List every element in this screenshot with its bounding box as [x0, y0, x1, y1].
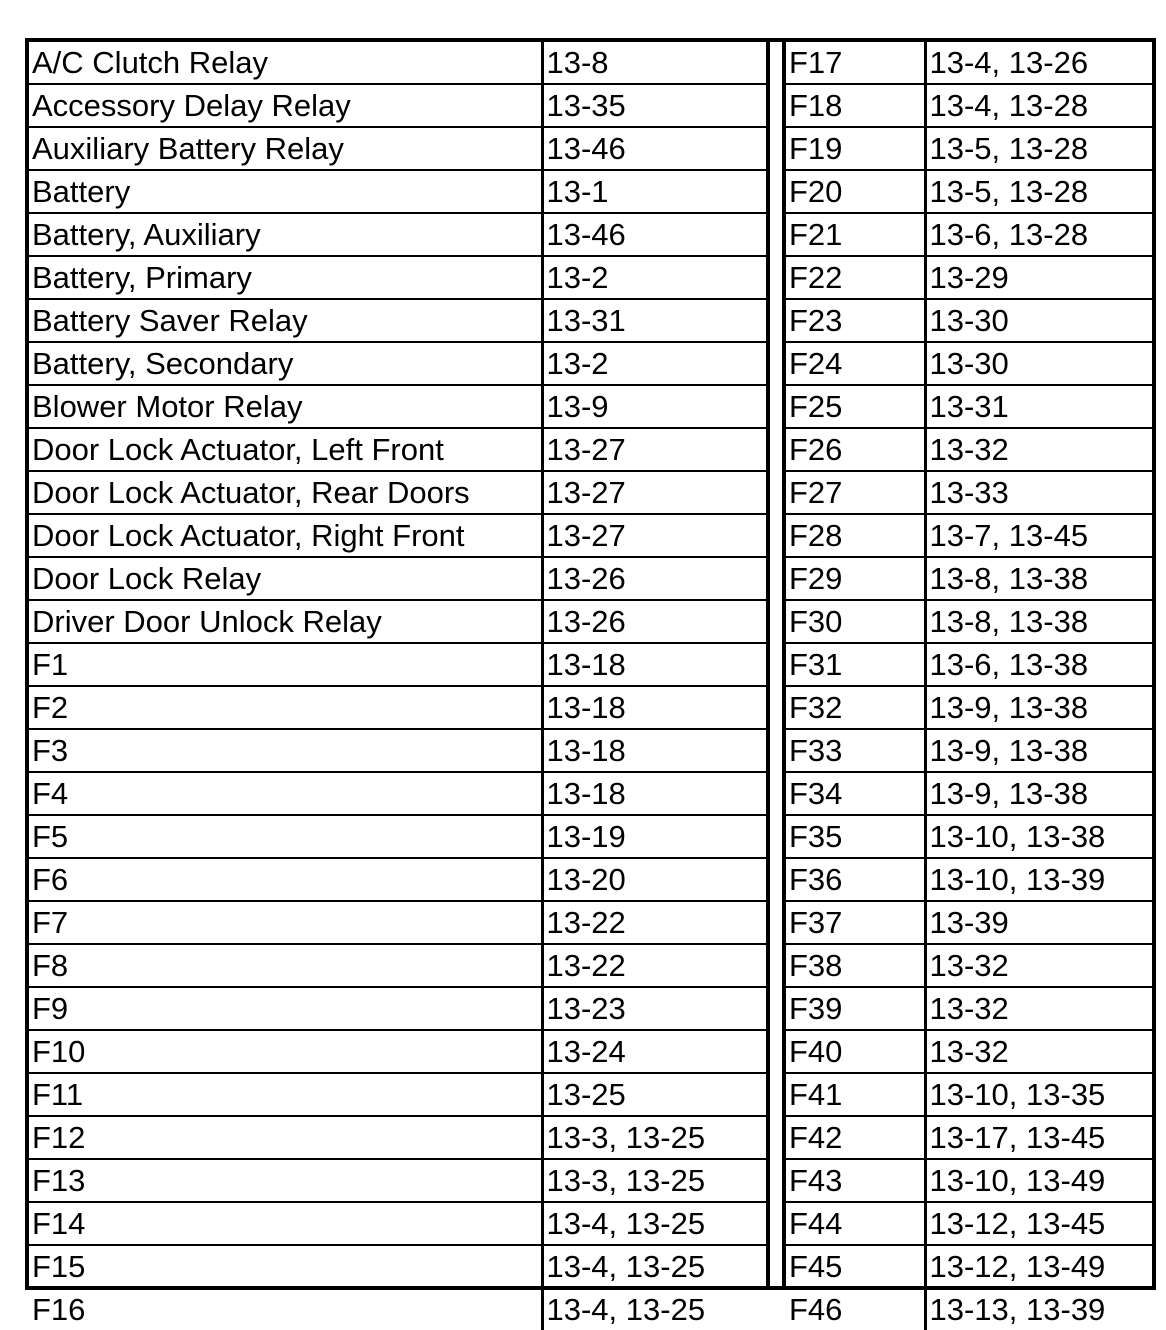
table-row: [29, 1245, 766, 1288]
component-name: F18: [786, 84, 925, 127]
page-reference: 13-10, 13-49: [925, 1159, 1152, 1202]
page-reference: 13-22: [542, 901, 766, 944]
table-row: [786, 1245, 1152, 1288]
table-row: [786, 1288, 1152, 1330]
page-reference: 13-18: [542, 729, 766, 772]
page-reference: 13-31: [925, 385, 1152, 428]
component-name: F30: [786, 600, 925, 643]
component-name: F41: [786, 1073, 925, 1116]
table-row: [29, 170, 766, 213]
table-row: [29, 42, 766, 84]
page-reference: 13-32: [925, 944, 1152, 987]
component-name: F15: [29, 1245, 542, 1288]
page-reference: 13-9, 13-38: [925, 686, 1152, 729]
page-reference: 13-25: [542, 1073, 766, 1116]
component-name: Accessory Delay Relay: [29, 84, 542, 127]
component-name: F8: [29, 944, 542, 987]
table-row: [29, 987, 766, 1030]
page-reference: 13-1: [542, 170, 766, 213]
table-row: [786, 385, 1152, 428]
page-reference: 13-10, 13-35: [925, 1073, 1152, 1116]
page-reference: 13-26: [542, 600, 766, 643]
component-name: F3: [29, 729, 542, 772]
page-reference: 13-24: [542, 1030, 766, 1073]
component-name: F19: [786, 127, 925, 170]
page-reference: 13-4, 13-25: [542, 1245, 766, 1288]
table-row: [786, 600, 1152, 643]
page-reference: 13-7, 13-45: [925, 514, 1152, 557]
table-row: [29, 213, 766, 256]
component-name: F32: [786, 686, 925, 729]
table-row: [786, 471, 1152, 514]
page-reference: 13-27: [542, 471, 766, 514]
component-name: F12: [29, 1116, 542, 1159]
component-name: Door Lock Actuator, Rear Doors: [29, 471, 542, 514]
component-name: F45: [786, 1245, 925, 1288]
table-row: [29, 1288, 766, 1330]
page-reference: 13-29: [925, 256, 1152, 299]
component-name: Door Lock Relay: [29, 557, 542, 600]
page-reference: 13-10, 13-38: [925, 815, 1152, 858]
table-row: [786, 987, 1152, 1030]
table-row: [29, 299, 766, 342]
table-row: [29, 1030, 766, 1073]
page-reference: 13-2: [542, 256, 766, 299]
table-row: [29, 127, 766, 170]
component-name: F5: [29, 815, 542, 858]
component-name: F22: [786, 256, 925, 299]
component-name: F23: [786, 299, 925, 342]
table-row: [29, 557, 766, 600]
component-name: F21: [786, 213, 925, 256]
component-name: F40: [786, 1030, 925, 1073]
component-name: F35: [786, 815, 925, 858]
table-row: [29, 1159, 766, 1202]
page-reference: 13-8, 13-38: [925, 600, 1152, 643]
component-name: F42: [786, 1116, 925, 1159]
page-reference: 13-9, 13-38: [925, 729, 1152, 772]
table-row: [786, 1159, 1152, 1202]
page-reference: 13-33: [925, 471, 1152, 514]
index-right-rows: [786, 42, 1152, 1330]
component-name: F24: [786, 342, 925, 385]
page-reference: 13-2: [542, 342, 766, 385]
table-row: [786, 514, 1152, 557]
page-reference: 13-32: [925, 1030, 1152, 1073]
component-name: F7: [29, 901, 542, 944]
component-name: Battery, Auxiliary: [29, 213, 542, 256]
table-row: [29, 428, 766, 471]
component-name: F29: [786, 557, 925, 600]
component-name: Blower Motor Relay: [29, 385, 542, 428]
table-row: [786, 1202, 1152, 1245]
table-row: [29, 772, 766, 815]
table-row: [786, 729, 1152, 772]
table-row: [786, 1116, 1152, 1159]
component-name: Battery Saver Relay: [29, 299, 542, 342]
component-name: Door Lock Actuator, Right Front: [29, 514, 542, 557]
page-reference: 13-31: [542, 299, 766, 342]
page-reference: 13-6, 13-28: [925, 213, 1152, 256]
table-row: [786, 428, 1152, 471]
table-row: [786, 557, 1152, 600]
component-name: F46: [786, 1288, 925, 1330]
component-name: F31: [786, 643, 925, 686]
component-name: F26: [786, 428, 925, 471]
component-name: F34: [786, 772, 925, 815]
component-name: F16: [29, 1288, 542, 1330]
page-reference: 13-22: [542, 944, 766, 987]
component-name: F11: [29, 1073, 542, 1116]
page-reference: 13-17, 13-45: [925, 1116, 1152, 1159]
page-reference: 13-3, 13-25: [542, 1159, 766, 1202]
page-reference: 13-3, 13-25: [542, 1116, 766, 1159]
page-reference: 13-18: [542, 772, 766, 815]
page-reference: 13-46: [542, 127, 766, 170]
component-name: F1: [29, 643, 542, 686]
page-reference: 13-4, 13-25: [542, 1202, 766, 1245]
table-row: [29, 858, 766, 901]
component-name: Battery: [29, 170, 542, 213]
table-row: [29, 256, 766, 299]
page-reference: 13-27: [542, 514, 766, 557]
table-row: [786, 256, 1152, 299]
table-row: [786, 170, 1152, 213]
page-reference: 13-46: [542, 213, 766, 256]
page-reference: 13-20: [542, 858, 766, 901]
component-name: Battery, Primary: [29, 256, 542, 299]
component-name: F25: [786, 385, 925, 428]
table-row: [786, 213, 1152, 256]
table-row: [29, 1116, 766, 1159]
component-name: Battery, Secondary: [29, 342, 542, 385]
table-row: [29, 686, 766, 729]
page-reference: 13-23: [542, 987, 766, 1030]
table-row: [29, 901, 766, 944]
page-reference: 13-8: [546, 45, 609, 80]
component-name: F10: [29, 1030, 542, 1073]
table-row: [29, 342, 766, 385]
component-name: F39: [786, 987, 925, 1030]
page-reference: 13-8, 13-38: [925, 557, 1152, 600]
page-reference: 13-4, 13-25: [542, 1288, 766, 1330]
component-name: F14: [29, 1202, 542, 1245]
component-name: F9: [29, 987, 542, 1030]
table-row: [786, 342, 1152, 385]
component-name: A/C Clutch Relay: [29, 42, 542, 84]
page-reference: 13-12, 13-45: [925, 1202, 1152, 1245]
table-row: [786, 1030, 1152, 1073]
table-row: [786, 686, 1152, 729]
table-row: [29, 600, 766, 643]
component-name: F17: [786, 42, 925, 84]
table-row: [786, 42, 1152, 84]
table-row: [29, 944, 766, 987]
page-reference: 13-18: [542, 686, 766, 729]
page-reference: 13-26: [542, 557, 766, 600]
component-name: F44: [786, 1202, 925, 1245]
table-row: [29, 1073, 766, 1116]
table-row: [786, 299, 1152, 342]
page-reference: 13-32: [925, 428, 1152, 471]
component-index-table: [25, 38, 1156, 1327]
table-row: [29, 514, 766, 557]
page-reference: 13-30: [925, 299, 1152, 342]
index-left-rows: [29, 42, 766, 1330]
page-reference: 13-30: [925, 342, 1152, 385]
page-reference: 13-5, 13-28: [925, 170, 1152, 213]
table-row: [786, 815, 1152, 858]
table-row: [786, 772, 1152, 815]
table-row: [786, 858, 1152, 901]
component-name: F27: [786, 471, 925, 514]
component-name: F13: [29, 1159, 542, 1202]
table-row: [786, 127, 1152, 170]
page-reference: 13-10, 13-39: [925, 858, 1152, 901]
component-name: F6: [29, 858, 542, 901]
page-reference: 13-35: [542, 84, 766, 127]
table-row: [786, 901, 1152, 944]
component-name: F37: [786, 901, 925, 944]
table-row: [786, 944, 1152, 987]
component-name: Driver Door Unlock Relay: [29, 600, 542, 643]
component-name: F4: [29, 772, 542, 815]
page-reference: 13-9: [542, 385, 766, 428]
component-name: F43: [786, 1159, 925, 1202]
table-row: [786, 84, 1152, 127]
page-reference: 13-18: [542, 643, 766, 686]
index-left-column: [29, 42, 766, 1330]
page-reference: 13-39: [925, 901, 1152, 944]
page-reference: 13-13, 13-39: [925, 1288, 1152, 1330]
component-name: F36: [786, 858, 925, 901]
table-row: [786, 643, 1152, 686]
table-row: [29, 471, 766, 514]
table-row: [29, 385, 766, 428]
page-reference: 13-4, 13-26: [929, 45, 1089, 80]
page-reference: 13-19: [542, 815, 766, 858]
page-reference: 13-5, 13-28: [925, 127, 1152, 170]
table-row: [29, 1202, 766, 1245]
table-row: [786, 1073, 1152, 1116]
column-divider: [766, 42, 786, 1286]
table-row: [29, 643, 766, 686]
page-reference: 13-4, 13-28: [925, 84, 1152, 127]
component-name: Auxiliary Battery Relay: [29, 127, 542, 170]
component-name: F2: [29, 686, 542, 729]
page-reference: 13-12, 13-49: [925, 1245, 1152, 1288]
table-row: [29, 815, 766, 858]
component-name: Door Lock Actuator, Left Front: [29, 428, 542, 471]
index-right-column: [786, 42, 1152, 1330]
component-name: F33: [786, 729, 925, 772]
page-reference: 13-32: [925, 987, 1152, 1030]
table-row: [29, 729, 766, 772]
component-name: F38: [786, 944, 925, 987]
table-row: [29, 84, 766, 127]
page-reference: 13-6, 13-38: [925, 643, 1152, 686]
component-name: F20: [786, 170, 925, 213]
page-reference: 13-9, 13-38: [925, 772, 1152, 815]
component-name: F28: [786, 514, 925, 557]
page-reference: 13-27: [542, 428, 766, 471]
